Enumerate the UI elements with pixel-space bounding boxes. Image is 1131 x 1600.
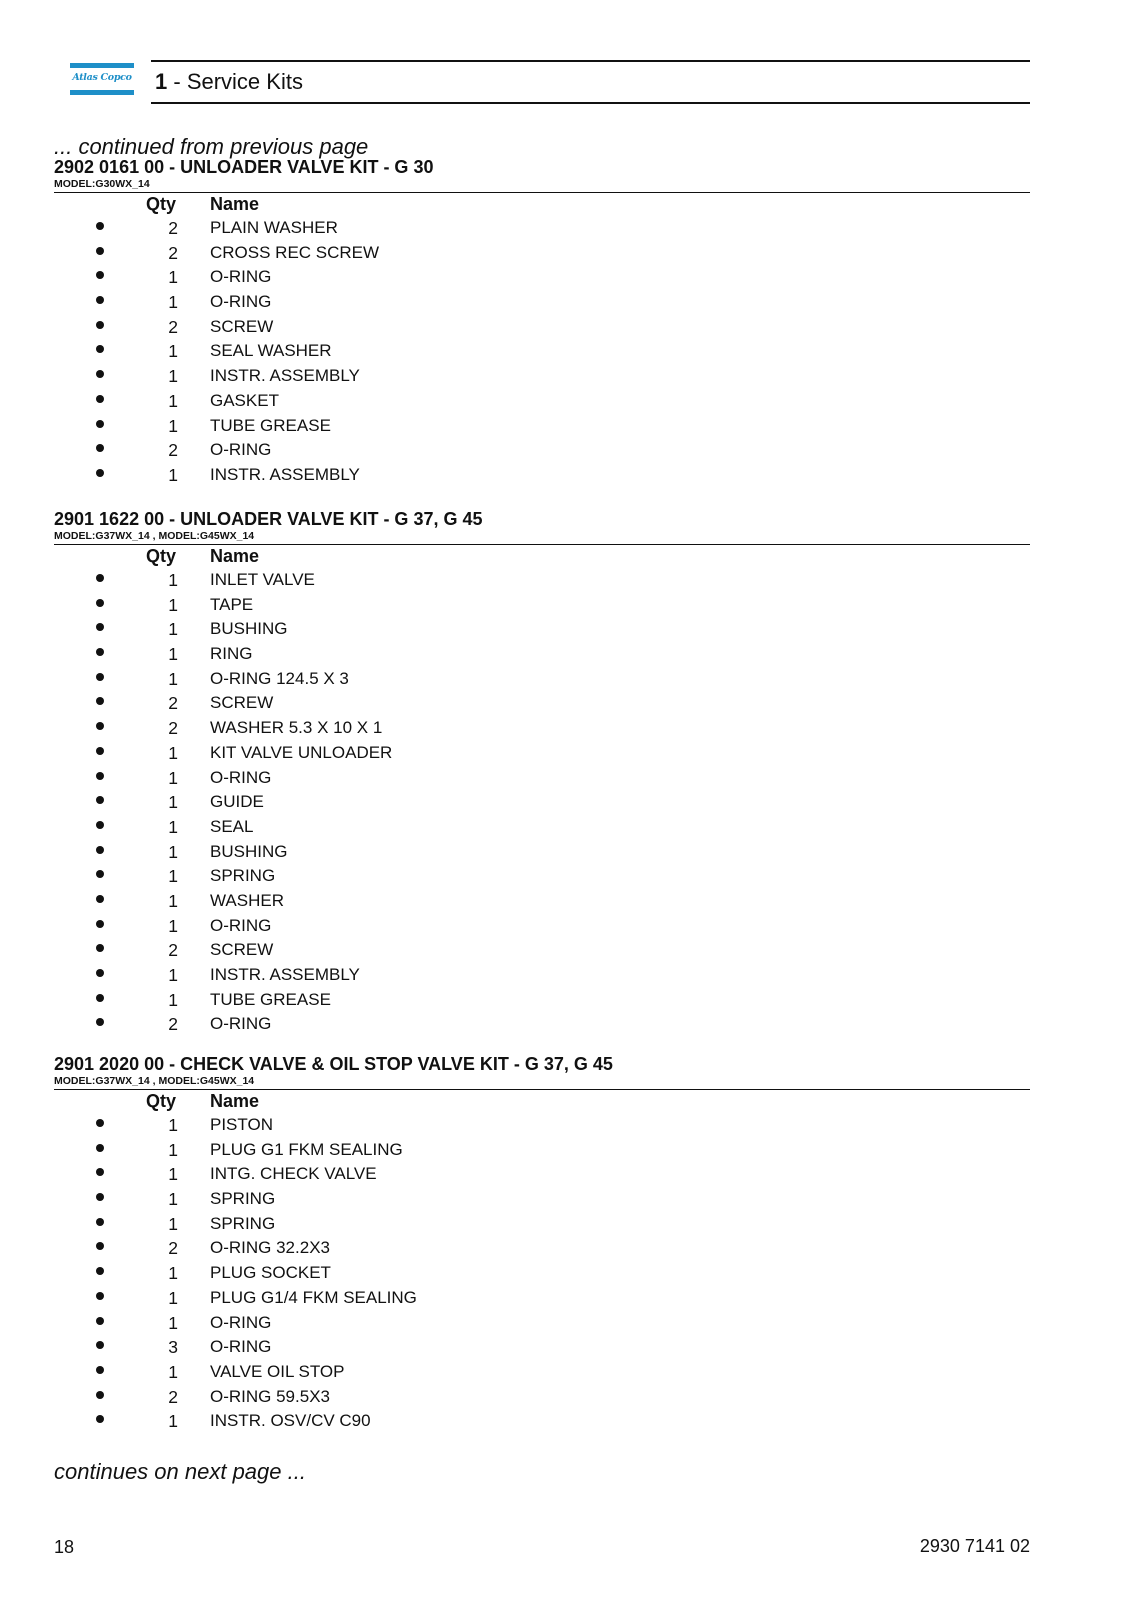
bullet-icon <box>96 722 104 730</box>
part-row <box>54 741 1030 766</box>
part-qty: 1 <box>168 619 178 640</box>
part-qty: 2 <box>168 718 178 739</box>
part-qty: 1 <box>168 1115 178 1135</box>
part-qty: 1 <box>168 594 178 615</box>
bullet-icon <box>96 222 104 230</box>
bullet-icon <box>96 370 104 378</box>
bullet-icon <box>96 247 104 255</box>
page-number: 18 <box>54 1537 75 1557</box>
part-row <box>54 716 1030 741</box>
part-name: PLUG G1/4 FKM SEALING <box>210 1287 417 1307</box>
kit-title: 2901 2020 00 - CHECK VALVE & OIL STOP VALVE KIT - G 37, G 45 <box>54 1054 613 1074</box>
part-name: O-RING 32.2X3 <box>210 1238 330 1258</box>
bullet-icon <box>96 944 104 952</box>
bullet-icon <box>96 697 104 705</box>
chapter-name: - Service Kits <box>173 69 303 94</box>
part-name: PISTON <box>210 1115 273 1134</box>
qty-column-header: Qty <box>146 194 177 214</box>
bullet-icon <box>96 920 104 928</box>
part-name: SPRING <box>210 866 276 886</box>
part-row <box>54 1409 1030 1434</box>
part-row <box>54 1360 1030 1385</box>
part-name: SCREW <box>210 316 274 336</box>
part-qty: 1 <box>168 1189 178 1210</box>
part-row <box>54 864 1030 889</box>
part-qty: 2 <box>168 218 178 238</box>
part-name: INSTR. ASSEMBLY <box>210 464 360 484</box>
part-name: GUIDE <box>210 792 264 812</box>
part-qty: 3 <box>168 1337 178 1358</box>
bullet-icon <box>96 420 104 428</box>
part-row <box>54 1335 1030 1360</box>
part-name: VALVE OIL STOP <box>210 1361 345 1381</box>
bullet-icon <box>96 846 104 854</box>
part-name: O-RING <box>210 440 272 460</box>
bullet-icon <box>96 1341 104 1349</box>
part-name: O-RING <box>210 267 272 287</box>
part-row <box>54 1162 1030 1187</box>
bullet-icon <box>96 1267 104 1275</box>
part-row <box>54 438 1030 463</box>
part-qty: 1 <box>168 292 178 313</box>
bullet-icon <box>96 1218 104 1226</box>
part-name: O-RING <box>210 1337 272 1357</box>
kit-model: MODEL:G30WX_14 <box>54 178 1030 193</box>
part-name: TAPE <box>210 594 254 614</box>
part-qty: 1 <box>168 390 178 411</box>
qty-column-header: Qty <box>146 1091 177 1111</box>
part-name: O-RING <box>210 767 272 787</box>
part-qty: 1 <box>168 965 178 985</box>
part-row <box>54 1311 1030 1336</box>
bullet-icon <box>96 821 104 829</box>
part-name: BUSHING <box>210 841 288 861</box>
part-row <box>54 568 1030 593</box>
part-qty: 1 <box>168 1164 178 1185</box>
bullet-icon <box>96 444 104 452</box>
chapter-number: 1 <box>155 69 168 94</box>
part-name: O-RING <box>210 292 272 312</box>
part-name: INSTR. ASSEMBLY <box>210 965 360 984</box>
part-row <box>54 938 1030 963</box>
kit-section <box>54 508 1030 1037</box>
part-row <box>54 914 1030 939</box>
bullet-icon <box>96 1119 104 1127</box>
atlas-copco-logo <box>70 63 134 95</box>
part-name: RING <box>210 644 253 664</box>
kit-model: MODEL:G37WX_14 , MODEL:G45WX_14 <box>54 1075 1030 1090</box>
part-name: WASHER <box>210 890 284 910</box>
part-row <box>54 241 1030 266</box>
bullet-icon <box>96 772 104 780</box>
bullet-icon <box>96 1391 104 1399</box>
bullet-icon <box>96 673 104 681</box>
continued-from-note: ... continued from previous page <box>54 134 369 159</box>
part-row <box>54 463 1030 488</box>
part-name: SPRING <box>210 1189 276 1209</box>
bullet-icon <box>96 1366 104 1374</box>
part-name: PLUG G1 FKM SEALING <box>210 1139 403 1159</box>
part-row <box>54 889 1030 914</box>
part-qty: 2 <box>168 693 178 714</box>
part-name: WASHER 5.3 X 10 X 1 <box>210 718 383 738</box>
part-row <box>54 840 1030 865</box>
bullet-icon <box>96 870 104 878</box>
bullet-icon <box>96 623 104 631</box>
part-row <box>54 1187 1030 1212</box>
part-row <box>54 815 1030 840</box>
qty-column-header: Qty <box>146 546 177 566</box>
kit-section <box>54 1053 1030 1434</box>
part-row <box>54 1113 1030 1138</box>
bullet-icon <box>96 1242 104 1250</box>
part-qty: 1 <box>168 1263 178 1284</box>
part-row <box>54 1385 1030 1410</box>
part-row <box>54 1012 1030 1037</box>
part-row <box>54 1236 1030 1261</box>
bullet-icon <box>96 1144 104 1152</box>
part-qty: 1 <box>168 415 178 436</box>
bullet-icon <box>96 796 104 804</box>
part-qty: 2 <box>168 316 178 337</box>
part-name: SEAL <box>210 816 254 836</box>
part-qty: 1 <box>168 792 178 813</box>
part-name: CROSS REC SCREW <box>210 242 380 262</box>
column-header <box>54 545 1030 568</box>
part-qty: 1 <box>168 644 178 665</box>
bullet-icon <box>96 574 104 582</box>
document-number: 2930 7141 02 <box>919 1536 1030 1556</box>
part-name: SCREW <box>210 693 274 713</box>
part-row <box>54 617 1030 642</box>
logo-bar-bottom <box>70 90 134 95</box>
part-name: GASKET <box>210 390 279 410</box>
part-name: TUBE GREASE <box>210 989 331 1009</box>
part-qty: 1 <box>168 1411 178 1432</box>
part-qty: 1 <box>168 1139 178 1160</box>
bullet-icon <box>96 1292 104 1300</box>
bullet-icon <box>96 271 104 279</box>
part-row <box>54 642 1030 667</box>
part-name: TUBE GREASE <box>210 415 331 435</box>
bullet-icon <box>96 994 104 1002</box>
kit-title: 2901 1622 00 - UNLOADER VALVE KIT - G 37, G 45 <box>54 509 483 529</box>
part-qty: 1 <box>168 866 178 887</box>
header-title-box <box>151 60 1030 104</box>
part-row <box>54 216 1030 241</box>
part-name: O-RING <box>210 1014 272 1034</box>
part-qty: 1 <box>168 767 178 788</box>
kit-title: 2902 0161 00 - UNLOADER VALVE KIT - G 30 <box>54 157 434 177</box>
part-row <box>54 988 1030 1013</box>
chapter-title <box>155 69 303 95</box>
part-qty: 1 <box>168 989 178 1010</box>
bullet-icon <box>96 648 104 656</box>
part-name: KIT VALVE UNLOADER <box>210 742 393 762</box>
part-name: BUSHING <box>210 619 288 639</box>
part-qty: 1 <box>168 464 178 485</box>
part-qty: 1 <box>168 816 178 837</box>
part-row <box>54 963 1030 988</box>
part-row <box>54 1261 1030 1286</box>
bullet-icon <box>96 1415 104 1423</box>
part-qty: 1 <box>168 570 178 590</box>
part-qty: 2 <box>168 1238 178 1259</box>
logo-bar-top <box>70 63 134 68</box>
part-row <box>54 1286 1030 1311</box>
bullet-icon <box>96 1018 104 1026</box>
part-row <box>54 766 1030 791</box>
part-name: SEAL WASHER <box>210 341 332 361</box>
part-row <box>54 790 1030 815</box>
part-row <box>54 593 1030 618</box>
column-header <box>54 193 1030 216</box>
part-qty: 1 <box>168 341 178 362</box>
bullet-icon <box>96 747 104 755</box>
bullet-icon <box>96 395 104 403</box>
name-column-header: Name <box>210 1091 260 1111</box>
part-name: O-RING <box>210 1312 272 1332</box>
kit-section <box>54 156 1030 488</box>
part-name: O-RING <box>210 915 272 935</box>
logo-brand-text: Atlas Copco <box>72 72 132 83</box>
part-name: SPRING <box>210 1213 276 1233</box>
bullet-icon <box>96 969 104 977</box>
bullet-icon <box>96 1168 104 1176</box>
part-name: INSTR. ASSEMBLY <box>210 366 360 386</box>
part-row <box>54 315 1030 340</box>
part-name: PLUG SOCKET <box>210 1263 331 1283</box>
part-name: PLAIN WASHER <box>210 218 338 237</box>
bullet-icon <box>96 469 104 477</box>
part-qty: 2 <box>168 940 178 961</box>
part-qty: 1 <box>168 1361 178 1382</box>
part-row <box>54 389 1030 414</box>
column-header <box>54 1090 1030 1113</box>
bullet-icon <box>96 599 104 607</box>
part-qty: 1 <box>168 1213 178 1234</box>
name-column-header: Name <box>210 194 260 214</box>
bullet-icon <box>96 296 104 304</box>
part-row <box>54 339 1030 364</box>
part-name: O-RING 59.5X3 <box>210 1386 330 1406</box>
part-row <box>54 691 1030 716</box>
part-row <box>54 364 1030 389</box>
part-name: INSTR. OSV/CV C90 <box>210 1411 371 1431</box>
bullet-icon <box>96 1193 104 1201</box>
name-column-header: Name <box>210 546 260 566</box>
part-qty: 2 <box>168 242 178 263</box>
part-row <box>54 414 1030 439</box>
part-name: O-RING 124.5 X 3 <box>210 668 349 688</box>
part-qty: 2 <box>168 1014 178 1035</box>
part-row <box>54 1138 1030 1163</box>
part-name: INTG. CHECK VALVE <box>210 1164 377 1184</box>
part-qty: 1 <box>168 841 178 862</box>
part-qty: 1 <box>168 742 178 763</box>
part-qty: 1 <box>168 915 178 936</box>
part-qty: 1 <box>168 1287 178 1308</box>
part-row <box>54 1212 1030 1237</box>
bullet-icon <box>96 345 104 353</box>
kit-model: MODEL:G37WX_14 , MODEL:G45WX_14 <box>54 530 1030 545</box>
part-row <box>54 265 1030 290</box>
part-row <box>54 667 1030 692</box>
bullet-icon <box>96 895 104 903</box>
bullet-icon <box>96 1317 104 1325</box>
part-qty: 1 <box>168 668 178 689</box>
continues-on-note: continues on next page ... <box>54 1459 306 1484</box>
part-qty: 2 <box>168 440 178 461</box>
part-row <box>54 290 1030 315</box>
part-qty: 1 <box>168 366 178 387</box>
part-name: INLET VALVE <box>210 570 315 589</box>
part-qty: 1 <box>168 267 178 288</box>
part-qty: 2 <box>168 1386 178 1407</box>
part-qty: 1 <box>168 890 178 911</box>
page-header <box>70 60 1030 102</box>
part-name: SCREW <box>210 940 274 960</box>
bullet-icon <box>96 321 104 329</box>
part-qty: 1 <box>168 1312 178 1333</box>
